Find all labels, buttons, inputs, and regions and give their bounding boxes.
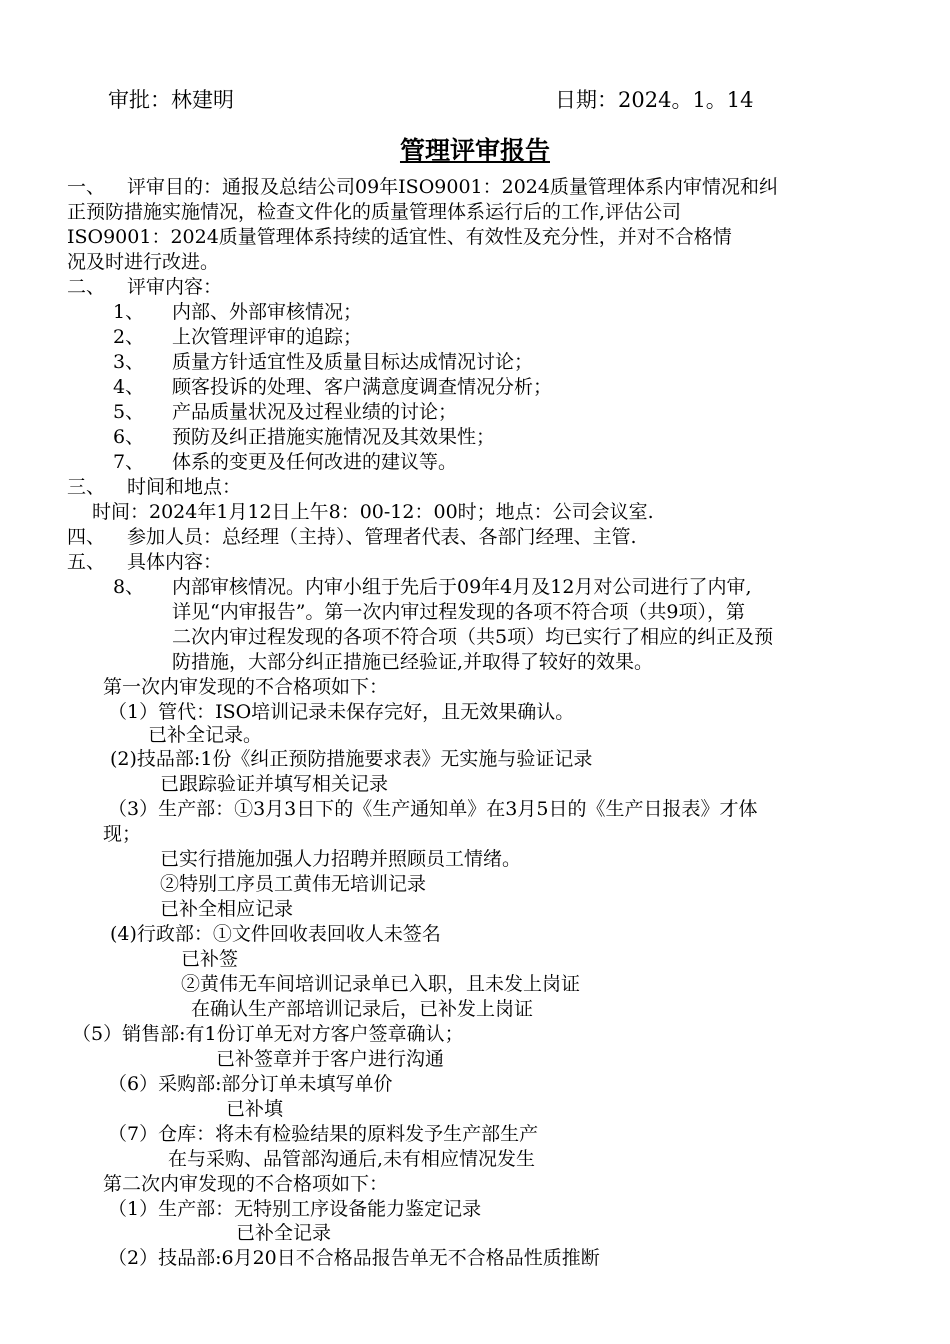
section-3-heading: 时间和地点： (127, 476, 242, 498)
list-item-number: 7、 (113, 451, 145, 473)
list-item: 预防及纠正措施实施情况及其效果性； (172, 426, 496, 448)
finding-line: ②特别工序员工黄伟无培训记录 (160, 873, 427, 895)
finding-line: 现； (103, 823, 142, 845)
date-line: 日期：2024。1。14 (555, 88, 754, 112)
list-item-number: 4、 (113, 376, 145, 398)
section-1-line: 评审目的：通报及总结公司09年ISO9001：2024质量管理体系内审情况和纠 (127, 176, 778, 198)
finding-line: (4)行政部：①文件回收表回收人未签名 (110, 923, 441, 945)
section-1-line: 正预防措施实施情况，检查文件化的质量管理体系运行后的工作,评估公司 (67, 201, 682, 223)
report-title: 管理评审报告 (399, 136, 550, 165)
finding-line: （2）技品部:6月20日不合格品报告单无不合格品性质推断 (108, 1247, 600, 1269)
section-1-line: ISO9001：2024质量管理体系持续的适宜性、有效性及充分性，并对不合格情 (67, 226, 732, 248)
list-item-number: 6、 (113, 426, 145, 448)
list-item: 顾客投诉的处理、客户满意度调查情况分析； (172, 376, 553, 398)
section-2-number: 二、 (67, 276, 106, 298)
list-item-number: 8、 (113, 576, 145, 598)
paragraph-line: 详见“内审报告”。第一次内审过程发现的各项不符合项（共9项），第 (172, 601, 746, 623)
section-5-number: 五、 (67, 551, 106, 573)
paragraph-line: 二次内审过程发现的各项不符合项（共5项）均已实行了相应的纠正及预 (172, 626, 774, 648)
section-3-number: 三、 (67, 476, 106, 498)
list-item-number: 2、 (113, 326, 145, 348)
finding-line: 已补签 (181, 948, 239, 970)
finding-line: 已实行措施加强人力招聘并照顾员工情绪。 (160, 848, 522, 870)
approval-line: 审批：林建明 (108, 88, 234, 112)
section-4-number: 四、 (67, 526, 106, 548)
finding-line: （1）生产部：无特别工序设备能力鉴定记录 (108, 1198, 482, 1220)
list-item-number: 5、 (113, 401, 145, 423)
list-item: 内部、外部审核情况； (172, 301, 363, 323)
finding-line: 已补全记录 (236, 1222, 332, 1244)
finding-line: （3）生产部：①3月3日下的《生产通知单》在3月5日的《生产日报表》才体 (108, 798, 758, 820)
list-item: 质量方针适宜性及质量目标达成情况讨论； (172, 351, 534, 373)
audit-1-heading: 第一次内审发现的不合格项如下： (103, 676, 389, 698)
audit-2-heading: 第二次内审发现的不合格项如下： (103, 1173, 389, 1195)
section-5-heading: 具体内容： (127, 551, 223, 573)
finding-line: (2)技品部:1份《纠正预防措施要求表》无实施与验证记录 (110, 748, 593, 770)
finding-line: （6）采购部:部分订单未填写单价 (108, 1073, 393, 1095)
section-1-number: 一、 (67, 176, 106, 198)
list-item-number: 3、 (113, 351, 145, 373)
finding-line: ②黄伟无车间培训记录单已入职，且未发上岗证 (181, 973, 581, 995)
list-item: 体系的变更及任何改进的建议等。 (172, 451, 458, 473)
finding-line: （1）管代：ISO培训记录未保存完好，且无效果确认。 (108, 701, 575, 723)
finding-line: 已补全记录。 (148, 724, 263, 746)
finding-line: 已跟踪验证并填写相关记录 (160, 773, 389, 795)
section-2-heading: 评审内容： (127, 276, 223, 298)
paragraph-line: 内部审核情况。内审小组于先后于09年4月及12月对公司进行了内审, (172, 576, 752, 598)
finding-line: （5）销售部:有1份订单无对方客户签章确认； (72, 1023, 464, 1045)
list-item-number: 1、 (113, 301, 145, 323)
finding-line: 已补全相应记录 (160, 898, 294, 920)
finding-line: 在与采购、品管部沟通后,未有相应情况发生 (168, 1148, 536, 1170)
section-3-text: 时间：2024年1月12日上午8：00-12：00时；地点：公司会议室. (92, 501, 654, 523)
list-item: 产品质量状况及过程业绩的讨论； (172, 401, 458, 423)
finding-line: 已补填 (226, 1098, 284, 1120)
finding-line: 在确认生产部培训记录后，已补发上岗证 (191, 998, 534, 1020)
section-4-text: 参加人员：总经理（主持）、管理者代表、各部门经理、主管. (127, 526, 637, 548)
finding-line: 已补签章并于客户进行沟通 (216, 1048, 445, 1070)
finding-line: （7）仓库：将未有检验结果的原料发予生产部生产 (108, 1123, 539, 1145)
list-item: 上次管理评审的追踪； (172, 326, 363, 348)
paragraph-line: 防措施，大部分纠正措施已经验证,并取得了较好的效果。 (172, 651, 654, 673)
section-1-line: 况及时进行改进。 (67, 251, 220, 273)
